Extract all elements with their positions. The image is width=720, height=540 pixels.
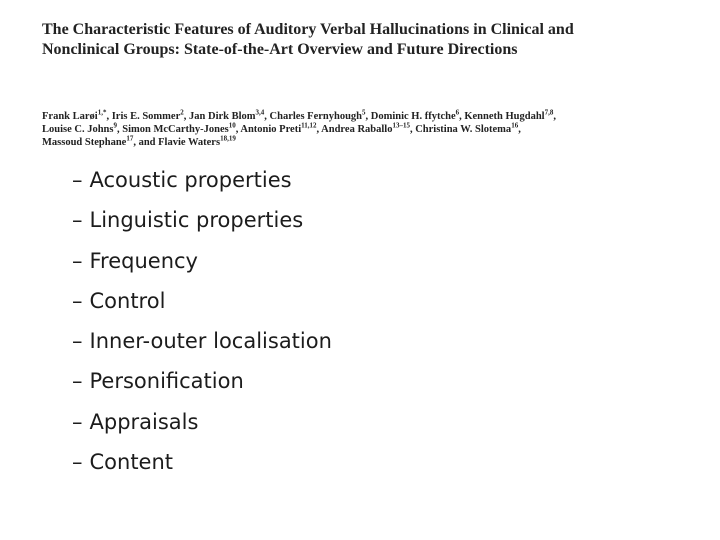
author-separator: , (264, 111, 270, 122)
author-affiliation: 17 (126, 134, 134, 143)
feature-label: Linguistic properties (89, 208, 304, 233)
feature-label: Content (89, 450, 174, 475)
author-name: Andrea Raballo (321, 124, 393, 135)
paper-title (42, 20, 692, 60)
author-name: Frank Larøi (42, 111, 98, 122)
author-line (42, 123, 692, 136)
author-name: Simon McCarthy-Jones (122, 124, 229, 135)
feature-label: Acoustic properties (89, 168, 292, 192)
author-name: Kenneth Hugdahl (464, 111, 545, 122)
feature-label: Appraisals (89, 409, 199, 434)
feature-label: Inner-outer localisation (89, 329, 332, 354)
author-name: Flavie Waters (158, 137, 221, 148)
author-affiliation: 7,8 (544, 108, 554, 117)
dash-marker: – (72, 369, 83, 394)
feature-item (72, 281, 332, 321)
author-line (42, 110, 692, 123)
author-affiliation: 2 (180, 108, 184, 117)
author-separator: , (106, 111, 112, 122)
author-list (42, 110, 692, 149)
author-separator: , (183, 111, 190, 122)
author-affiliation: 11,12 (301, 121, 317, 130)
author-separator: , (116, 124, 123, 135)
author-separator: , (518, 124, 521, 135)
author-affiliation: 10 (228, 121, 236, 130)
author-name: Jan Dirk Blom (189, 111, 256, 122)
feature-label: Frequency (89, 248, 198, 273)
feature-label: Personification (89, 369, 244, 394)
feature-item (72, 241, 332, 281)
author-affiliation: 13–15 (392, 121, 410, 130)
dash-marker: – (72, 450, 83, 475)
dash-marker: – (72, 329, 83, 354)
author-affiliation: 16 (511, 121, 519, 130)
dash-marker: – (72, 288, 83, 313)
author-affiliation: 9 (113, 121, 117, 130)
feature-item (72, 200, 332, 240)
author-affiliation: 5 (362, 108, 366, 117)
paper-title-line: The Characteristic Features of Auditory Verbal Hallucinations in Clinical and (42, 21, 574, 38)
author-name: Antonio Preti (240, 124, 302, 135)
author-affiliation: 18,19 (220, 134, 236, 143)
paper-title-line: Nonclinical Groups: State-of-the-Art Overview and Future Directions (42, 41, 518, 58)
author-line (42, 136, 692, 149)
author-name: Christina W. Slotema (415, 124, 512, 135)
author-separator: , (459, 111, 465, 122)
feature-label: Control (89, 288, 166, 313)
author-separator: , (316, 124, 322, 135)
dash-marker: – (72, 168, 83, 192)
author-separator: , (409, 124, 416, 135)
feature-item (72, 442, 332, 482)
dash-marker: – (72, 409, 83, 434)
dash-marker: – (72, 208, 83, 233)
feature-list (72, 160, 332, 482)
author-affiliation: 3,4 (255, 108, 265, 117)
author-name: Iris E. Sommer (111, 111, 181, 122)
author-name: Dominic H. ffytche (370, 111, 456, 122)
author-name: Louise C. Johns (42, 124, 114, 135)
author-affiliation: 1,* (97, 108, 107, 117)
feature-item (72, 361, 332, 401)
feature-item (72, 321, 332, 361)
dash-marker: – (72, 248, 83, 273)
author-separator: , (553, 111, 556, 122)
author-separator: , and (133, 137, 159, 148)
author-affiliation: 6 (455, 108, 460, 117)
feature-item (72, 160, 332, 200)
feature-item (72, 402, 332, 442)
author-name: Charles Fernyhough (269, 111, 362, 122)
author-separator: , (235, 124, 241, 135)
author-name: Massoud Stephane (42, 137, 127, 148)
author-separator: , (365, 111, 371, 122)
